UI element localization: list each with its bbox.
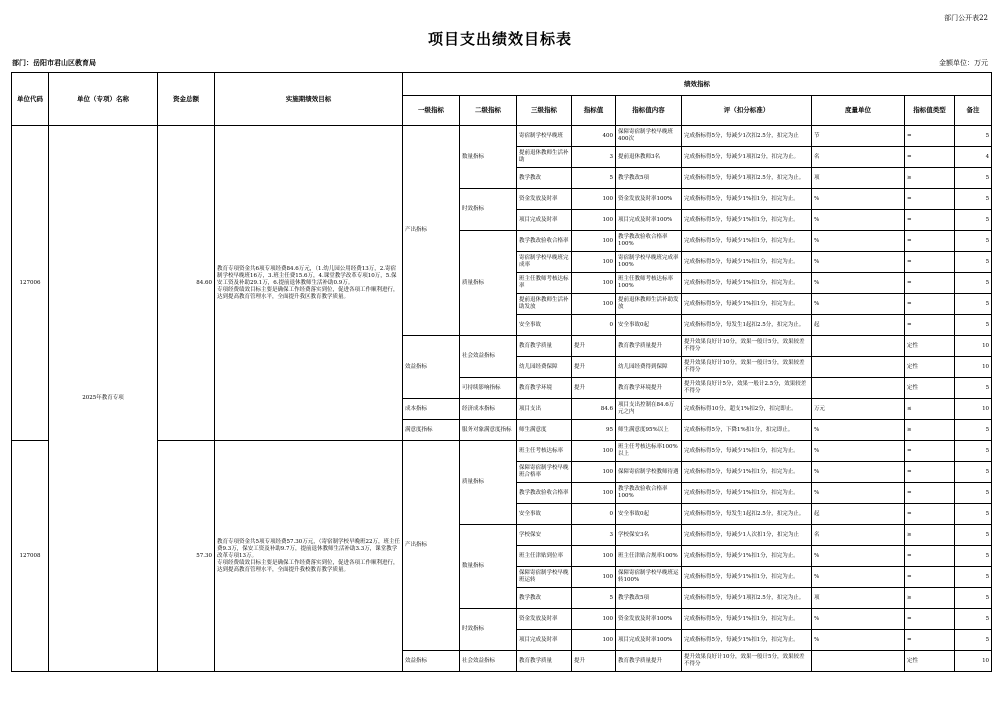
level2-cell: 社会效益指标: [460, 651, 517, 672]
value-cell: 提升: [572, 357, 616, 378]
value-cell: 95: [572, 420, 616, 441]
rule-cell: 完成指标得5分，每减少1%扣1分，扣完为止。: [682, 231, 812, 252]
measure-cell: %: [812, 609, 905, 630]
header-unit-name: 单位（专项）名称: [49, 73, 158, 126]
type-cell: =: [905, 483, 955, 504]
goal-cell: 教育专项资金共6项专项经费84.6万元，（1.幼儿园公用经费13万，2.寄宿制学校早晚班16万，3.班主任费15.6万，4.课堂教学改革专项10万，5.保安工资及补助29.1万，6.提前退休教师生活补助0.9万。 专项经费绩效目标主要是确保工作经费落实到位，促进各项工作顺利进行，达到提高教育管理水平，全面提升我区教育教学质量。: [215, 126, 403, 441]
level3-cell: 教育教学环境: [517, 378, 572, 399]
rule-cell: 完成指标得5分，每减少1人次扣1分，扣完为止: [682, 525, 812, 546]
type-cell: 定性: [905, 378, 955, 399]
note-cell: 10: [955, 651, 992, 672]
table-body: [12, 126, 992, 672]
content-cell: 提前退休教师生活补助发放: [616, 294, 682, 315]
measure-cell: %: [812, 630, 905, 651]
rule-cell: 完成指标得5分，每减少1%扣1分，扣完为止。: [682, 483, 812, 504]
value-cell: 100: [572, 189, 616, 210]
header-measure: 度量单位: [812, 96, 905, 126]
rule-cell: 提升效果良好计10分，效果一般计5分，效果较差不得分: [682, 357, 812, 378]
note-cell: 4: [955, 147, 992, 168]
value-cell: 5: [572, 588, 616, 609]
type-cell: =: [905, 630, 955, 651]
level3-cell: 寄宿制学校早晚班: [517, 126, 572, 147]
level2-cell: 可持续影响指标: [460, 378, 517, 399]
note-cell: 5: [955, 273, 992, 294]
measure-cell: %: [812, 210, 905, 231]
value-cell: 100: [572, 273, 616, 294]
content-cell: 保障寄宿制学校早晚班运转100%: [616, 567, 682, 588]
type-cell: =: [905, 273, 955, 294]
level1-cell: 产出指标: [403, 441, 460, 651]
measure-cell: 名: [812, 525, 905, 546]
performance-goal-table: [11, 72, 992, 672]
value-cell: 5: [572, 168, 616, 189]
level3-cell: 提前退休教师生活补助发放: [517, 294, 572, 315]
header-level2: 二级指标: [460, 96, 517, 126]
project-name-cell: 2025年教育专项: [49, 126, 158, 672]
content-cell: 教育教学质量提升: [616, 336, 682, 357]
level2-cell: 数量指标: [460, 525, 517, 609]
level3-cell: 项目完成及时率: [517, 630, 572, 651]
level3-cell: 保障寄宿制学校早晚班运转: [517, 567, 572, 588]
rule-cell: 完成指标得5分，每发生1起扣2.5分，扣完为止。: [682, 504, 812, 525]
note-cell: 5: [955, 315, 992, 336]
level3-cell: 项目支出: [517, 399, 572, 420]
rule-cell: 完成指标得5分，每减少1%扣1分，扣完为止。: [682, 567, 812, 588]
value-cell: 3: [572, 147, 616, 168]
level3-cell: 班主任津贴到位率: [517, 546, 572, 567]
header-level1: 一级指标: [403, 96, 460, 126]
level2-cell: 质量指标: [460, 231, 517, 336]
value-cell: 0: [572, 315, 616, 336]
note-cell: 5: [955, 504, 992, 525]
level3-cell: 学校保安: [517, 525, 572, 546]
header-goal: 实施期绩效目标: [215, 73, 403, 126]
value-cell: 100: [572, 609, 616, 630]
type-cell: =: [905, 147, 955, 168]
note-cell: 5: [955, 294, 992, 315]
content-cell: 教育教学质量提升: [616, 651, 682, 672]
header-value: 指标值: [572, 96, 616, 126]
type-cell: ≥: [905, 168, 955, 189]
type-cell: =: [905, 441, 955, 462]
content-cell: 项目支出控制在84.6万元之内: [616, 399, 682, 420]
content-cell: 项目完成及时率100%: [616, 630, 682, 651]
value-cell: 100: [572, 231, 616, 252]
value-cell: 100: [572, 567, 616, 588]
level3-cell: 幼儿园经费保障: [517, 357, 572, 378]
type-cell: =: [905, 462, 955, 483]
measure-cell: 节: [812, 126, 905, 147]
note-cell: 5: [955, 546, 992, 567]
rule-cell: 完成指标得5分，每减少1%扣1分，扣完为止。: [682, 189, 812, 210]
content-cell: 教育教学环境提升: [616, 378, 682, 399]
measure-cell: %: [812, 189, 905, 210]
note-cell: 5: [955, 441, 992, 462]
measure-cell: 万元: [812, 399, 905, 420]
note-cell: 5: [955, 420, 992, 441]
note-cell: 5: [955, 252, 992, 273]
type-cell: ≥: [905, 420, 955, 441]
rule-cell: 提升效果良好计10分，效果一般计5分，效果较差不得分: [682, 336, 812, 357]
content-cell: 保障寄宿制学校早晚班400次: [616, 126, 682, 147]
header-content: 指标值内容: [616, 96, 682, 126]
table-row: [12, 441, 992, 462]
type-cell: ≥: [905, 588, 955, 609]
note-cell: 10: [955, 336, 992, 357]
type-cell: =: [905, 609, 955, 630]
value-cell: 100: [572, 546, 616, 567]
rule-cell: 提升效果良好计5分，效果一般计2.5分，效果较差不得分: [682, 378, 812, 399]
content-cell: 寄宿制学校早晚班完成率100%: [616, 252, 682, 273]
note-cell: 5: [955, 462, 992, 483]
level3-cell: 安全事故: [517, 315, 572, 336]
level3-cell: 教学教改: [517, 588, 572, 609]
rule-cell: 完成指标得5分，每减少1%扣1分，扣完为止。: [682, 294, 812, 315]
level1-cell: 效益指标: [403, 336, 460, 399]
value-cell: 400: [572, 126, 616, 147]
level3-cell: 班主任考核达标率: [517, 441, 572, 462]
value-cell: 提升: [572, 378, 616, 399]
rule-cell: 完成指标得5分，每发生1起扣2.5分，扣完为止。: [682, 315, 812, 336]
level3-cell: 教育教学质量: [517, 336, 572, 357]
note-cell: 5: [955, 168, 992, 189]
measure-cell: %: [812, 273, 905, 294]
note-cell: 5: [955, 126, 992, 147]
note-cell: 5: [955, 210, 992, 231]
content-cell: 班主任津贴合规率100%: [616, 546, 682, 567]
measure-cell: [812, 651, 905, 672]
level3-cell: 教学教改验收合格率: [517, 483, 572, 504]
type-cell: =: [905, 231, 955, 252]
type-cell: ≤: [905, 399, 955, 420]
note-cell: 5: [955, 525, 992, 546]
page-title: 项目支出绩效目标表: [427, 30, 572, 48]
content-cell: 教学教改验收合格率100%: [616, 483, 682, 504]
measure-cell: 名: [812, 147, 905, 168]
note-cell: 5: [955, 588, 992, 609]
measure-cell: [812, 336, 905, 357]
department-label: 部门：岳阳市君山区教育局: [12, 58, 96, 67]
amount-unit-label: 金额单位：万元: [939, 59, 988, 67]
level2-cell: 质量指标: [460, 441, 517, 525]
content-cell: 幼儿园经费得到保障: [616, 357, 682, 378]
level3-cell: 保障寄宿制学校早晚班合格率: [517, 462, 572, 483]
note-cell: 5: [955, 609, 992, 630]
note-cell: 5: [955, 231, 992, 252]
header-rule: 评（扣分标准）: [682, 96, 812, 126]
rule-cell: 完成指标得5分，每减少1%扣1分，扣完为止。: [682, 546, 812, 567]
type-cell: 定性: [905, 357, 955, 378]
level3-cell: 班主任教师考核达标率: [517, 273, 572, 294]
note-cell: 5: [955, 567, 992, 588]
rule-cell: 完成指标得5分，每减少1%扣1分，扣完为止。: [682, 441, 812, 462]
type-cell: =: [905, 546, 955, 567]
type-cell: =: [905, 189, 955, 210]
rule-cell: 完成指标得5分，每减少1%扣1分，扣完为止。: [682, 273, 812, 294]
type-cell: ≥: [905, 525, 955, 546]
measure-cell: %: [812, 483, 905, 504]
measure-cell: 起: [812, 315, 905, 336]
level2-cell: 服务对象满意度指标: [460, 420, 517, 441]
type-cell: 定性: [905, 336, 955, 357]
level2-cell: 数量指标: [460, 126, 517, 189]
content-cell: 项目完成及时率100%: [616, 210, 682, 231]
level1-cell: 产出指标: [403, 126, 460, 336]
rule-cell: 完成指标得5分，每减少1项扣2分，扣完为止。: [682, 147, 812, 168]
measure-cell: %: [812, 231, 905, 252]
level3-cell: 安全事故: [517, 504, 572, 525]
level3-cell: 师生满意度: [517, 420, 572, 441]
type-cell: =: [905, 210, 955, 231]
header-type: 指标值类型: [905, 96, 955, 126]
goal-cell: 教育专项资金共5项专项经费57.30万元，（寄宿制学校早晚班22万，班主任费9.3万，保安工资及补助9.7万，提前退休教师生活补助3.3万，课堂教学改革专项13万。 专项经费绩效目标主要是确保工作经费落实到位，促进各项工作顺利进行，达到提高教育管理水平，全面提升我校教育教学质量。: [215, 441, 403, 672]
level3-cell: 资金发放及时率: [517, 189, 572, 210]
header-unit-code: 单位代码: [12, 73, 49, 126]
type-cell: =: [905, 504, 955, 525]
header-note: 备注: [955, 96, 992, 126]
rule-cell: 完成指标得5分，每减少1项扣2.5分，扣完为止。: [682, 168, 812, 189]
content-cell: 安全事故0起: [616, 315, 682, 336]
value-cell: 100: [572, 630, 616, 651]
level2-cell: 经济成本指标: [460, 399, 517, 420]
value-cell: 100: [572, 462, 616, 483]
level2-cell: 时效指标: [460, 609, 517, 651]
content-cell: 提前退休教师3名: [616, 147, 682, 168]
content-cell: 保障寄宿制学校教师待遇: [616, 462, 682, 483]
content-cell: 教学教改5项: [616, 588, 682, 609]
level1-cell: 效益指标: [403, 651, 460, 672]
amount-cell: 57.30: [158, 441, 215, 672]
rule-cell: 完成指标得5分，每减少1%扣1分，扣完为止。: [682, 609, 812, 630]
value-cell: 100: [572, 252, 616, 273]
level3-cell: 提前退休教师生活补助: [517, 147, 572, 168]
value-cell: 提升: [572, 336, 616, 357]
value-cell: 84.6: [572, 399, 616, 420]
level3-cell: 教学教改: [517, 168, 572, 189]
type-cell: 定性: [905, 651, 955, 672]
measure-cell: [812, 378, 905, 399]
note-cell: 10: [955, 399, 992, 420]
rule-cell: 完成指标得5分，每减少1%扣1分，扣完为止。: [682, 630, 812, 651]
measure-cell: 起: [812, 504, 905, 525]
note-cell: 10: [955, 357, 992, 378]
value-cell: 100: [572, 441, 616, 462]
note-cell: 5: [955, 630, 992, 651]
measure-cell: [812, 357, 905, 378]
level1-cell: 成本指标: [403, 399, 460, 420]
type-cell: =: [905, 252, 955, 273]
content-cell: 学校保安3名: [616, 525, 682, 546]
note-cell: 5: [955, 483, 992, 504]
content-cell: 班主任考核达标率100%以上: [616, 441, 682, 462]
rule-cell: 完成指标得5分，每减少1%扣1分，扣完为止。: [682, 462, 812, 483]
measure-cell: %: [812, 420, 905, 441]
content-cell: 安全事故0起: [616, 504, 682, 525]
type-cell: =: [905, 315, 955, 336]
content-cell: 教学教改验收合格率100%: [616, 231, 682, 252]
content-cell: 师生满意度95%以上: [616, 420, 682, 441]
rule-cell: 完成指标得5分，每减少1%扣1分，扣完为止。: [682, 252, 812, 273]
content-cell: 资金发放及时率100%: [616, 189, 682, 210]
table-number-note: 部门公开表22: [944, 14, 988, 22]
content-cell: 班主任教师考核达标率100%: [616, 273, 682, 294]
content-cell: 资金发放及时率100%: [616, 609, 682, 630]
level3-cell: 寄宿制学校早晚班完成率: [517, 252, 572, 273]
level1-cell: 满意度指标: [403, 420, 460, 441]
header-indicators: 绩效指标: [403, 73, 992, 96]
rule-cell: 完成指标得5分，每减少1%扣1分，扣完为止。: [682, 210, 812, 231]
amount-cell: 84.60: [158, 126, 215, 441]
type-cell: =: [905, 294, 955, 315]
level3-cell: 教学教改验收合格率: [517, 231, 572, 252]
value-cell: 提升: [572, 651, 616, 672]
value-cell: 100: [572, 483, 616, 504]
value-cell: 0: [572, 504, 616, 525]
rule-cell: 提升效果良好计10分，效果一般计5分，效果较差不得分: [682, 651, 812, 672]
type-cell: =: [905, 567, 955, 588]
measure-cell: %: [812, 441, 905, 462]
header-amount: 资金总额: [158, 73, 215, 126]
level3-cell: 项目完成及时率: [517, 210, 572, 231]
unit-code-cell: 127008: [12, 441, 49, 672]
measure-cell: %: [812, 294, 905, 315]
level2-cell: 社会效益指标: [460, 336, 517, 378]
level3-cell: 资金发放及时率: [517, 609, 572, 630]
type-cell: =: [905, 126, 955, 147]
measure-cell: %: [812, 252, 905, 273]
content-cell: 教学教改5项: [616, 168, 682, 189]
level2-cell: 时效指标: [460, 189, 517, 231]
rule-cell: 完成指标得5分，下降1%扣1分，扣完即止。: [682, 420, 812, 441]
note-cell: 5: [955, 378, 992, 399]
value-cell: 3: [572, 525, 616, 546]
rule-cell: 完成指标得10分，超支1%扣2分，扣完即止。: [682, 399, 812, 420]
measure-cell: 项: [812, 168, 905, 189]
measure-cell: %: [812, 567, 905, 588]
note-cell: 5: [955, 189, 992, 210]
level3-cell: 教育教学质量: [517, 651, 572, 672]
unit-code-cell: 127006: [12, 126, 49, 441]
value-cell: 100: [572, 294, 616, 315]
table-row: [12, 126, 992, 147]
rule-cell: 完成指标得5分，每减少1次扣2.5分，扣完为止: [682, 126, 812, 147]
measure-cell: 项: [812, 588, 905, 609]
header-level3: 三级指标: [517, 96, 572, 126]
value-cell: 100: [572, 210, 616, 231]
measure-cell: %: [812, 546, 905, 567]
rule-cell: 完成指标得5分，每减少1项扣2.5分，扣完为止。: [682, 588, 812, 609]
measure-cell: %: [812, 462, 905, 483]
